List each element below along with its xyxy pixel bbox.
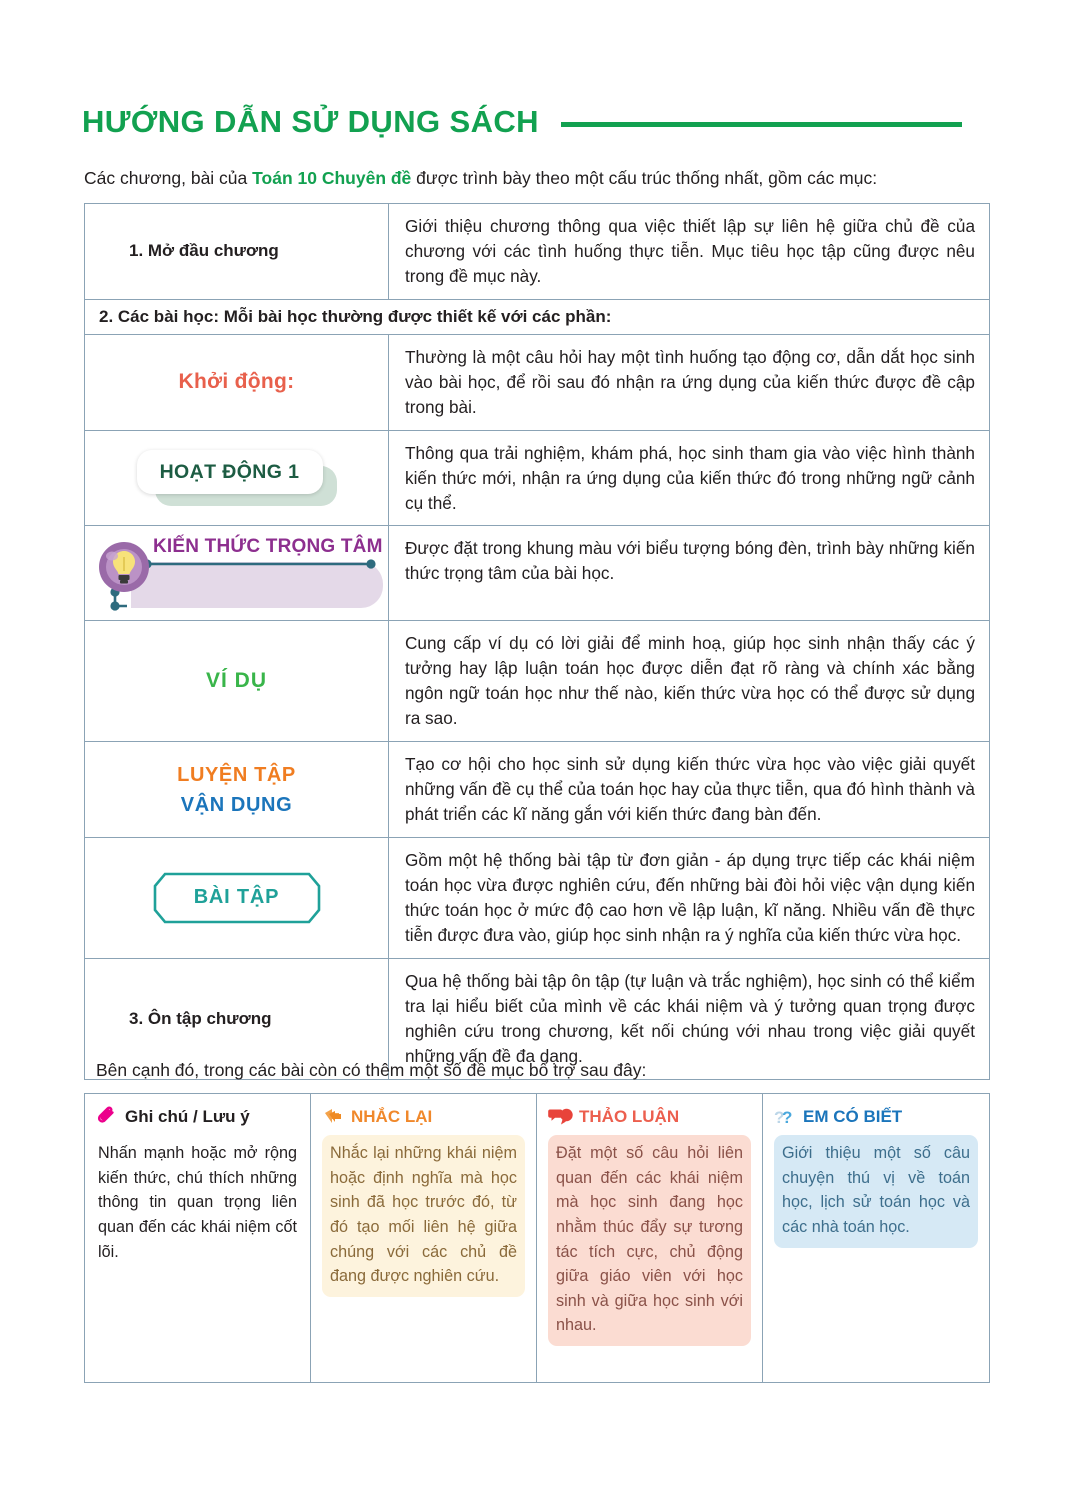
row-label-cell bbox=[85, 742, 389, 837]
secondary-intro: Bên cạnh đó, trong các bài còn có thêm một số đề mục bổ trợ sau đây: bbox=[96, 1060, 647, 1080]
speech-bubbles-icon bbox=[548, 1106, 574, 1128]
row-description: Giới thiệu chương thông qua việc thiết lập sự liên hệ giữa chủ đề của chương với các tình huống thực tiễn. Mục tiêu học tập cũng được nêu trong đề mục này. bbox=[405, 216, 975, 286]
box-title: THẢO LUẬN bbox=[579, 1107, 680, 1126]
recycle-arrow-icon bbox=[322, 1105, 346, 1129]
table-row bbox=[85, 431, 989, 527]
intro-highlight: Toán 10 Chuyên đề bbox=[252, 168, 412, 188]
paperclip-icon bbox=[96, 1105, 120, 1129]
box-title: EM CÓ BIẾT bbox=[803, 1107, 903, 1126]
row-description: Thường là một câu hỏi hay một tình huống tạo động cơ, dẫn dắt học sinh vào bài học, để rồi sau đó nhận ra ứng dụng của kiến thức được đề cập trong bài. bbox=[405, 346, 975, 417]
box-title: Ghi chú / Lưu ý bbox=[125, 1107, 250, 1126]
question-marks-icon bbox=[774, 1106, 798, 1128]
box-header bbox=[322, 1104, 525, 1130]
row-description: Cung cấp ví dụ có lời giải để minh hoạ, giúp học sinh nhận thấy các ý tưởng hay lập luận toán học được diễn đạt rõ ràng và chính xác bằng ngôn ngữ toán học như thế nào, kiến thức vừa học có thể được sử dụng ra sao. bbox=[405, 633, 975, 729]
row-label-cell bbox=[85, 838, 389, 958]
table-row-fullwidth: 2. Các bài học: Mỗi bài học thường được thiết kế với các phần: bbox=[85, 300, 989, 335]
table-row bbox=[85, 838, 989, 959]
box-body: Đặt một số câu hỏi liên quan đến các khái niệm mà học sinh đang học nhằm thúc đẩy sự tương tác tích cực, chủ động giữa giáo viên với học sinh và giữa học sinh với nhau. bbox=[548, 1135, 751, 1346]
box-body: Nhắc lại những khái niệm hoặc định nghĩa mà học sinh đã học trước đó, từ đó tạo mối liên hệ giữa chúng với các chủ đề đang được nghiên cứu. bbox=[322, 1135, 525, 1297]
box-body: Nhấn mạnh hoặc mở rộng kiến thức, chú thích những thông tin quan trọng liên quan đến các khái niệm cốt lõi. bbox=[96, 1135, 299, 1272]
box-title: NHẮC LẠI bbox=[351, 1107, 433, 1126]
badge-vi-du: VÍ DỤ bbox=[205, 669, 267, 693]
box-header bbox=[96, 1104, 299, 1130]
intro-after: được trình bày theo một cấu trúc thống nhất, gồm các mục: bbox=[411, 168, 878, 188]
row-description: Thông qua trải nghiệm, khám phá, học sinh tham gia vào việc hình thành kiến thức mới, nhận ra ứng dụng của kiến thức đó trong những ngữ cảnh cụ thể. bbox=[405, 442, 975, 513]
box-ghi-chu bbox=[85, 1094, 311, 1382]
row-description: Gồm một hệ thống bài tập từ đơn giản - áp dụng trực tiếp các khái niệm toán học vừa được nghiên cứu, đến những bài đòi hỏi việc vận dụng kiến thức toán học ở mức độ cao hơn về lập luận, kĩ năng. Nhiều vấn đề thực tiễn được đưa vào, giúp học sinh nhận ra ý nghĩa của kiến thức vừa học. bbox=[405, 850, 975, 945]
badge-luyen-tap: LUYỆN TẬP bbox=[177, 763, 296, 786]
badge-label: BÀI TẬP bbox=[193, 886, 280, 909]
supplementary-boxes-table bbox=[84, 1093, 990, 1383]
badge-luyen-tap-van-dung bbox=[177, 760, 296, 820]
table-row bbox=[85, 204, 989, 300]
box-thao-luan bbox=[537, 1094, 763, 1382]
badge-bai-tap bbox=[151, 870, 323, 926]
row-description: Tạo cơ hội cho học sinh sử dụng kiến thức vừa học vào việc giải quyết những vấn đề cụ thể của toán học hay của thực tiễn, qua đó hình thành và phát triển các kĩ năng gắn với kiến thức đang bàn đến. bbox=[405, 754, 975, 825]
row-description: Được đặt trong khung màu với biểu tượng bóng đèn, trình bày những kiến thức trọng tâm của bài học. bbox=[405, 538, 975, 584]
box-header bbox=[548, 1104, 751, 1130]
intro-paragraph bbox=[84, 166, 984, 191]
intro-before: Các chương, bài của bbox=[84, 168, 253, 188]
lightbulb-icon bbox=[97, 540, 151, 594]
row-label-cell bbox=[85, 204, 389, 299]
svg-text:?: ? bbox=[774, 1108, 785, 1127]
badge-van-dung: VẬN DỤNG bbox=[180, 793, 293, 816]
box-header bbox=[774, 1104, 978, 1130]
badge-khoi-dong: Khởi động: bbox=[178, 370, 295, 394]
header-rule bbox=[561, 122, 962, 127]
row-description: Qua hệ thống bài tập ôn tập (tự luận và trắc nghiệm), học sinh có thể kiểm tra lại hiểu biết của mình về các khái niệm và ý tưởng quan trọng được nghiên cứu trong chương, kết nối chúng với nhau trong việc giải quyết những vấn đề đa dạng. bbox=[405, 970, 975, 1066]
row-label: 1. Mở đầu chương bbox=[129, 241, 279, 261]
table-row bbox=[85, 742, 989, 838]
row-label-cell bbox=[85, 335, 389, 430]
page-header bbox=[82, 100, 994, 144]
badge-label: HOẠT ĐỘNG 1 bbox=[159, 460, 300, 483]
badge-hoat-dong bbox=[137, 450, 337, 506]
badge-kien-thuc-trong-tam bbox=[95, 534, 383, 612]
row-label-cell bbox=[85, 526, 389, 620]
svg-text:?: ? bbox=[782, 1108, 793, 1127]
row-label-cell bbox=[85, 431, 389, 526]
row-label: 3. Ôn tập chương bbox=[129, 1008, 272, 1028]
page-title: HƯỚNG DẪN SỬ DỤNG SÁCH bbox=[82, 104, 539, 139]
row-label-cell bbox=[85, 621, 389, 741]
table-row bbox=[85, 526, 989, 621]
box-em-co-biet bbox=[763, 1094, 989, 1382]
box-body: Giới thiệu một số câu chuyện thú vị về toán học, lịch sử toán học và các nhà toán học. bbox=[774, 1135, 978, 1248]
structure-table bbox=[84, 203, 990, 1080]
table-row bbox=[85, 335, 989, 431]
badge-label: KIẾN THỨC TRỌNG TÂM bbox=[153, 536, 383, 558]
badge-plate bbox=[137, 450, 323, 494]
table-row bbox=[85, 621, 989, 742]
box-nhac-lai bbox=[311, 1094, 537, 1382]
